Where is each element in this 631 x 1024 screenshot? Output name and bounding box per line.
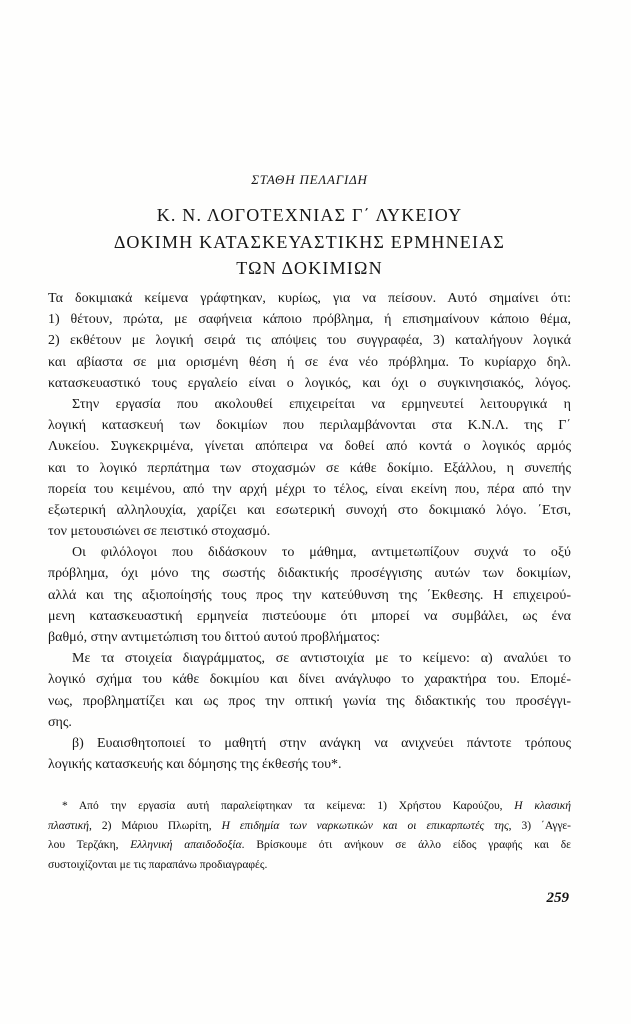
footnote-text: , 3) ΄Αγγε- (508, 819, 571, 832)
paragraph (48, 394, 571, 542)
footnote-text: , 2) Μάριου Πλωρίτη, (89, 819, 222, 832)
body-line: λογικό σχήμα του κάθε δοκιμίου και δίνει ανάγλυφο το χαρακτήρα του. Επομέ- (48, 672, 571, 688)
body-line: κατασκευαστικό τους εργαλείο είναι ο λογικός, και όχι ο συγκινησιακός, λόγος. (48, 375, 571, 391)
footnote-line (48, 817, 571, 837)
footnote-italic-title: Η κλασική (514, 800, 571, 812)
body-line: β) Ευαισθητοποιεί το μαθητή στην ανάγκη να ανιχνεύει πάντοτε τρόπους (72, 735, 571, 751)
page-number: 259 (546, 890, 569, 906)
footnote-italic-title: πλαστική (48, 819, 89, 832)
body-line: Λυκείου. Συγκεκριμένα, γίνεται απόπειρα να δοθεί από κοντά ο λογικός αρμός (48, 439, 571, 455)
title-line: Κ. Ν. ΛΟΓΟΤΕΧΝΙΑΣ Γ΄ ΛΥΚΕΙΟΥ (156, 205, 463, 225)
body-text (48, 288, 571, 775)
footnote-text: * Από την εργασία αυτή παραλείφτηκαν τα κείμενα: 1) Χρήστου Καρούζου, (62, 800, 515, 812)
body-line: εξωτερική αλληλουχία, χαρίζει και εσωτερική συνοχή στο δοκιμιακό λόγο. ΄Ετσι, (48, 502, 571, 518)
body-line: λογικής κατασκευής και δόμησης της έκθεσής του*. (48, 757, 342, 773)
body-line: σης. (48, 714, 72, 730)
footnote-text: συστοιχίζονται με τις παραπάνω προδιαγραφές. (48, 859, 268, 872)
body-line: μενη κατασκευαστική ερμηνεία πιστεύουμε ότι μπορεί να συμβάλει, ως ένα (48, 608, 571, 624)
author-name: ΣΤΑΘΗ ΠΕΛΑΓΙΔΗ (251, 172, 368, 187)
footnote-text: λου Τερζάκη, (48, 839, 131, 852)
paragraph (48, 542, 571, 648)
title-line: ΔΟΚΙΜΗ ΚΑΤΑΣΚΕΥΑΣΤΙΚΗΣ ΕΡΜΗΝΕΙΑΣ (113, 231, 506, 252)
body-line: 1) θέτουν, πρώτα, με σαφήνεια κάποιο πρόβλημα, ή επισημαίνουν κάποιο θέμα, (48, 312, 571, 328)
body-line: Τα δοκιμιακά κείμενα γράφτηκαν, κυρίως, για να πείσουν. Αυτό σημαίνει ότι: (48, 291, 571, 306)
body-line: και το λογικό περπάτημα των στοχασμών σε κάθε δοκίμιο. Εξάλλου, η συνεπής (48, 460, 571, 476)
body-line: πορεία του κειμένου, από την αρχή μέχρι το τέλος, είναι εκείνη που, πέρα από την (48, 481, 571, 497)
body-line: λογική κατασκευή των δοκιμίων που περιλαμβάνονται στα Κ.Ν.Λ. της Γ΄ (48, 418, 571, 434)
body-line: και αβίαστα σε μια ορισμένη θέση ή σε ένα νέο πρόβλημα. Το κυρίαρχο δηλ. (48, 354, 571, 370)
paragraph (48, 288, 571, 394)
footnote-line (48, 836, 571, 856)
body-line: νως, προβληματίζει και ως προς την οπτική γωνία της διδακτικής του προσέγγι- (48, 693, 571, 709)
body-line: Οι φιλόλογοι που διδάσκουν το μάθημα, αντιμετωπίζουν συχνά το οξύ (72, 545, 571, 561)
paragraph (48, 733, 571, 775)
body-line: Στην εργασία που ακολουθεί επιχειρείται να ερμηνευτεί λειτουργικά η (72, 396, 571, 412)
footnote-italic-title: Η επιδημία των ναρκωτικών και οι επικαρπωτές της (221, 819, 509, 832)
footnote-text: . Βρίσκουμε ότι ανήκουν σε άλλο είδος γραφής και δε (241, 839, 571, 852)
body-line: Με τα στοιχεία διαγράμματος, σε αντιστοιχία με το κείμενο: α) αναλύει το (72, 651, 571, 667)
article-title (40, 202, 579, 282)
body-line: τον μετουσιώνει σε πειστικό στοχασμό. (48, 524, 271, 540)
body-line: βαθμό, στην αντιμετώπιση του διττού αυτού προβλήματος: (48, 630, 380, 645)
body-line: πρόβλημα, όχι μόνο της σωστής διδακτικής προσέγγισης αυτών των δοκιμίων, (48, 566, 571, 582)
footnote-line (48, 797, 571, 817)
footnote (48, 797, 571, 876)
footnote-italic-title: Ελληνική απαιδοδοξία (130, 839, 242, 852)
body-line: αλλά και της αξιοποίησής τους προς την κατεύθυνση της ΄Εκθεσης. Η επιχειρού- (48, 587, 571, 603)
paragraph (48, 648, 571, 733)
body-line: 2) εκθέτουν με λογική σειρά τις απόψεις του συγγραφέα, 3) καταλήγουν λογικά (48, 333, 571, 349)
title-line: ΤΩΝ ΔΟΚΙΜΙΩΝ (236, 258, 383, 278)
footnote-line (48, 856, 571, 876)
